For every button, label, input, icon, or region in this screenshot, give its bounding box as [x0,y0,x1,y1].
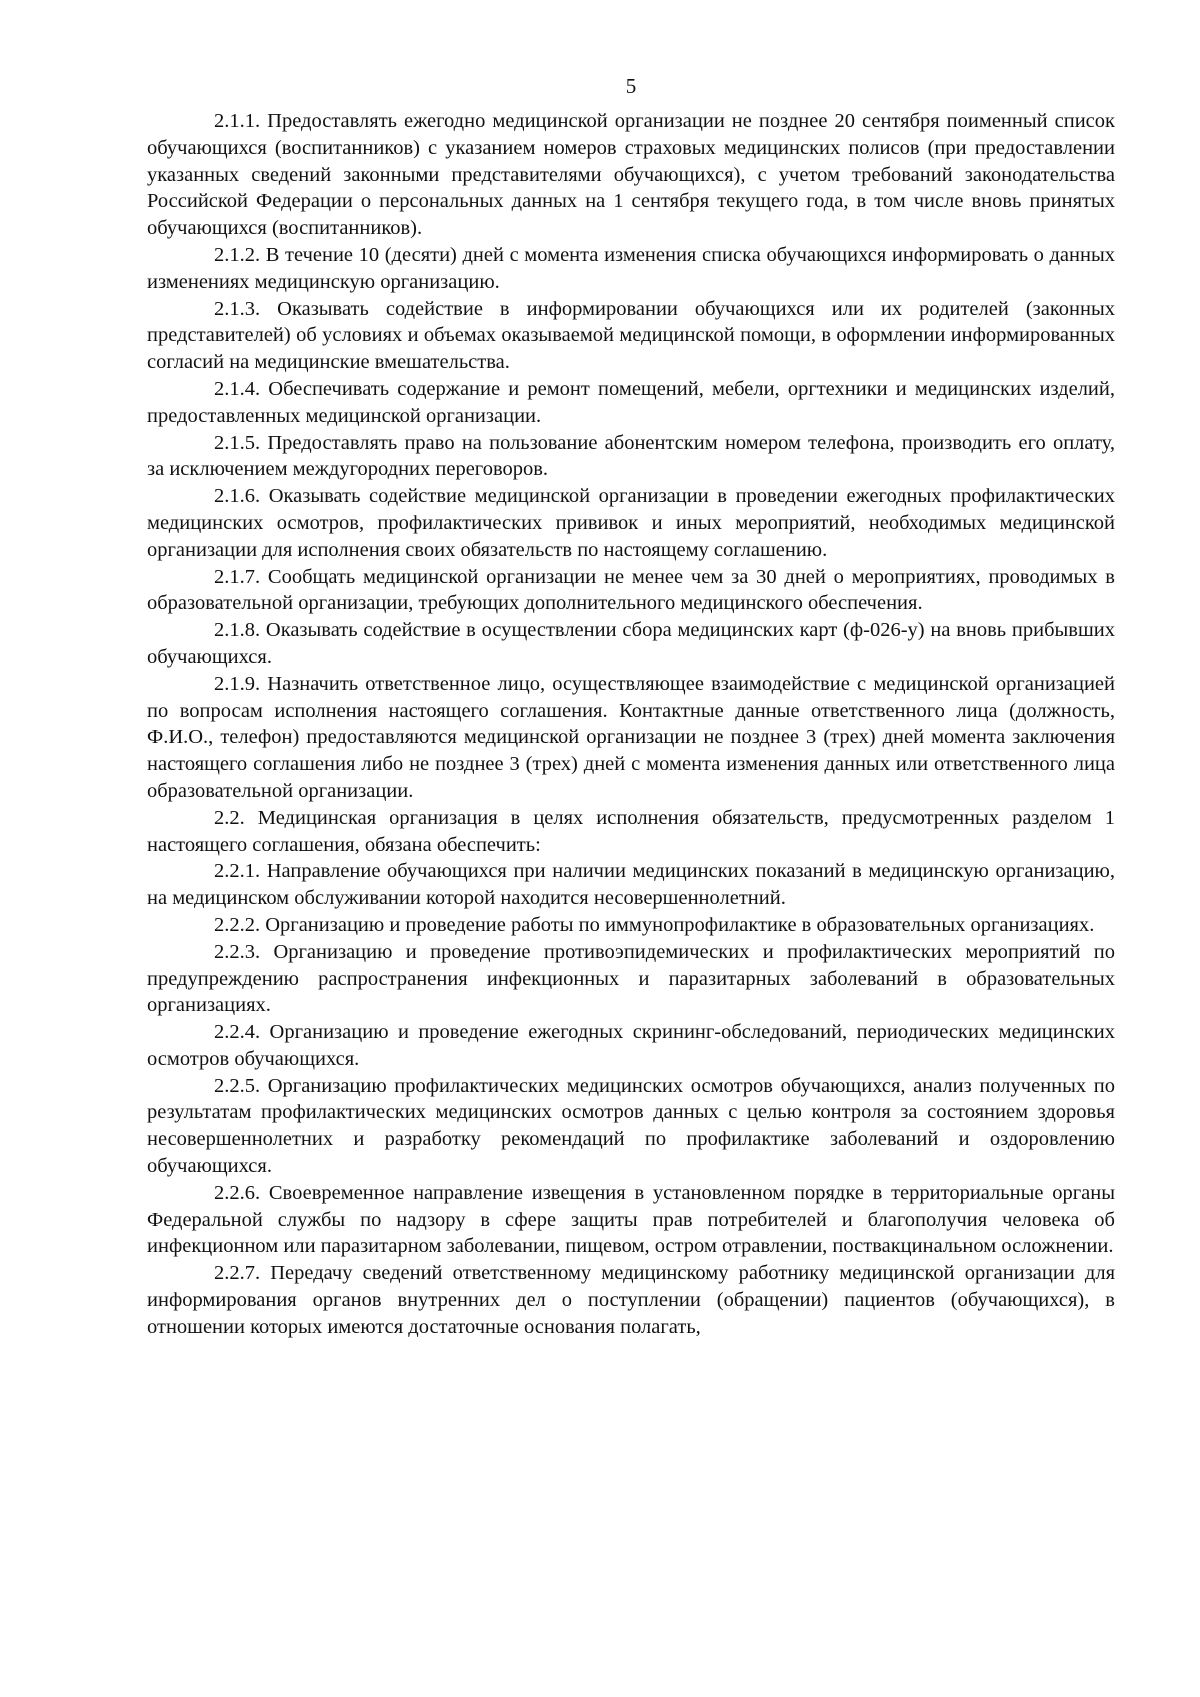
paragraph-2-1-4: 2.1.4. Обеспечивать содержание и ремонт помещений, мебели, оргтехники и медицинских изделий, предоставленных медицинской организации. [147,377,1115,427]
paragraph-2-2-5: 2.2.5. Организацию профилактических медицинских осмотров обучающихся, анализ полученных по результатам профилактических медицинских осмотров данных с целью контроля за состоянием здоровья несовершеннолетних и разработку рекомендаций по профилактике заболеваний и оздоровлению обучающихся. [147,1074,1115,1178]
paragraph-2-2-4: 2.2.4. Организацию и проведение ежегодных скрининг-обследований, периодических медицинских осмотров обучающихся. [147,1021,1115,1070]
paragraph-2-1-8: 2.1.8. Оказывать содействие в осуществлении сбора медицинских карт (ф-026-у) на вновь прибывших обучающихся. [147,619,1115,668]
paragraph-2-1-5: 2.1.5. Предоставлять право на пользование абонентским номером телефона, производить его оплату, за исключением междугородних переговоров. [147,431,1115,481]
paragraph-2-1-6: 2.1.6. Оказывать содействие медицинской организации в проведении ежегодных профилактических медицинских осмотров, профилактических прививок и иных мероприятий, необходимых медицинской организации для исполнения своих обязательств по настоящему соглашению. [147,485,1115,561]
paragraph-2-1-2: 2.1.2. В течение 10 (десяти) дней с момента изменения списка обучающихся информировать о данных изменениях медицинскую организацию. [147,243,1115,293]
paragraph-2-2-7: 2.2.7. Передачу сведений ответственному медицинскому работнику медицинской организации для информирования органов внутренних дел о поступлении (обращении) пациентов (обучающихся), в отношении которых имеются достаточные основания полагать, [147,1262,1115,1338]
page-number: 5 [625,74,637,98]
paragraph-2-1-9: 2.1.9. Назначить ответственное лицо, осуществляющее взаимодействие с медицинской организацией по вопросам исполнения настоящего соглашения. Контактные данные ответственного лица (должность, Ф.И.О., телефон) предоставляются медицинской организации не позднее 3 (трех) дней момента заключения настоящего соглашения либо не позднее 3 (трех) дней с момента изменения данных или ответственного лица образовательной организации. [147,672,1115,802]
paragraph-2-2-6: 2.2.6. Своевременное направление извещения в установленном порядке в территориальные органы Федеральной службы по надзору в сфере защиты прав потребителей и благополучия человека об инфекционном или паразитарном заболевании, пищевом, остром отравлении, поствакцинальном осложнении. [147,1181,1115,1258]
paragraph-2-2-3: 2.2.3. Организацию и проведение противоэпидемических и профилактических мероприятий по предупреждению распространения инфекционных и паразитарных заболеваний в образовательных организациях. [147,940,1115,1017]
paragraph-2-2-1: 2.2.1. Направление обучающихся при наличии медицинских показаний в медицинскую организацию, на медицинском обслуживании которой находится несовершеннолетний. [147,860,1115,910]
paragraph-2-1-3: 2.1.3. Оказывать содействие в информировании обучающихся или их родителей (законных представителей) об условиях и объемах оказываемой медицинской помощи, в оформлении информированных согласий на медицинские вмешательства. [147,297,1115,374]
paragraph-2-2-2: 2.2.2. Организацию и проведение работы по иммунопрофилактике в образовательных организациях. [214,913,1095,936]
paragraph-2-1-7: 2.1.7. Сообщать медицинской организации не менее чем за 30 дней о мероприятиях, проводимых в образовательной организации, требующих дополнительного медицинского обеспечения. [147,565,1115,615]
paragraph-2-2: 2.2. Медицинская организация в целях исполнения обязательств, предусмотренных разделом 1 настоящего соглашения, обязана обеспечить: [147,806,1115,856]
paragraph-2-1-1: 2.1.1. Предоставлять ежегодно медицинской организации не позднее 20 сентября поименный список обучающихся (воспитанников) с указанием номеров страховых медицинских полисов (при предоставлении указанных сведений законными представителями обучающихся), с учетом требований законодательства Российской Федерации о персональных данных на 1 сентября текущего года, в том числе вновь принятых обучающихся (воспитанников). [147,110,1115,240]
